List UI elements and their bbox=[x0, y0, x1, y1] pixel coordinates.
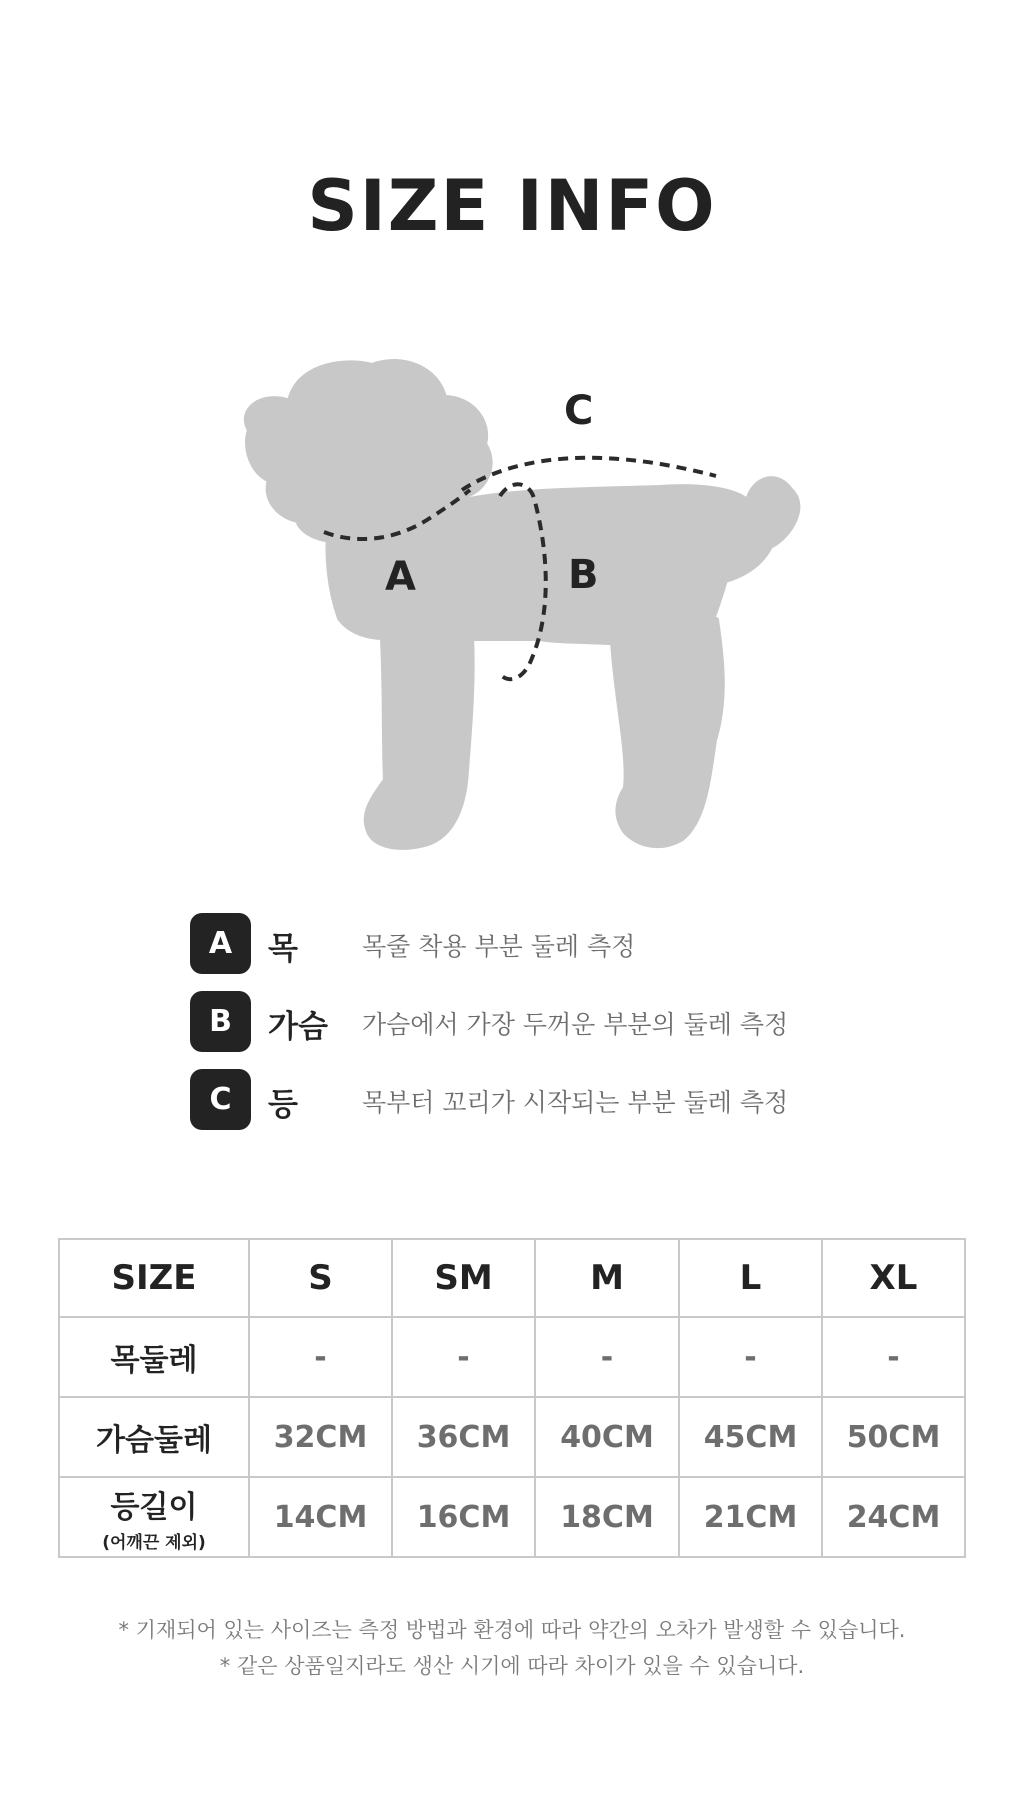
label-b: B bbox=[568, 552, 599, 598]
table-header-row bbox=[59, 1239, 965, 1317]
dog-measurement-diagram bbox=[0, 340, 1024, 860]
table-cell: - bbox=[249, 1317, 392, 1397]
table-row-neck bbox=[59, 1317, 965, 1397]
table-cell: 40CM bbox=[535, 1397, 679, 1477]
label-c: C bbox=[564, 388, 594, 434]
legend-description: 가슴에서 가장 두꺼운 부분의 둘레 측정 bbox=[362, 1010, 789, 1039]
row-label: 등길이 bbox=[110, 1489, 198, 1525]
legend-name: 목 bbox=[268, 931, 298, 967]
legend-description: 목줄 착용 부분 둘레 측정 bbox=[362, 932, 636, 961]
legend-name: 등 bbox=[268, 1087, 298, 1123]
table-cell: 36CM bbox=[392, 1397, 535, 1477]
table-cell: 21CM bbox=[679, 1477, 822, 1557]
legend-badge: A bbox=[190, 913, 251, 974]
header-xl: XL bbox=[822, 1239, 965, 1317]
table-cell: 45CM bbox=[679, 1397, 822, 1477]
note-line: * 기재되어 있는 사이즈는 측정 방법과 환경에 따라 약간의 오차가 발생할 수 있습니다. bbox=[118, 1618, 906, 1642]
dog-illustration bbox=[0, 340, 1024, 860]
legend-item-neck bbox=[190, 913, 890, 975]
legend-badge: C bbox=[190, 1069, 251, 1130]
note-line: * 같은 상품일지라도 생산 시기에 따라 차이가 있을 수 있습니다. bbox=[219, 1654, 805, 1678]
table-cell: - bbox=[392, 1317, 535, 1397]
legend-item-back bbox=[190, 1069, 890, 1131]
table-row-back bbox=[59, 1477, 965, 1557]
legend-description: 목부터 꼬리가 시작되는 부분 둘레 측정 bbox=[362, 1088, 789, 1117]
table-row-chest bbox=[59, 1397, 965, 1477]
legend-item-chest bbox=[190, 991, 890, 1053]
table-cell: - bbox=[679, 1317, 822, 1397]
table-cell: 14CM bbox=[249, 1477, 392, 1557]
table-cell: - bbox=[822, 1317, 965, 1397]
row-label: 목둘레 bbox=[59, 1317, 249, 1397]
page-title: SIZE INFO bbox=[307, 165, 717, 247]
label-a: A bbox=[385, 554, 416, 600]
table-cell: - bbox=[535, 1317, 679, 1397]
row-label: 가슴둘레 bbox=[59, 1397, 249, 1477]
header-size: SIZE bbox=[59, 1239, 249, 1317]
table-cell: 16CM bbox=[392, 1477, 535, 1557]
legend-badge: B bbox=[190, 991, 251, 1052]
header-sm: SM bbox=[392, 1239, 535, 1317]
header-m: M bbox=[535, 1239, 679, 1317]
size-table bbox=[58, 1238, 966, 1558]
header-l: L bbox=[679, 1239, 822, 1317]
table-cell: 24CM bbox=[822, 1477, 965, 1557]
table-cell: 18CM bbox=[535, 1477, 679, 1557]
legend-name: 가슴 bbox=[268, 1009, 328, 1045]
row-label-cell bbox=[59, 1477, 249, 1557]
size-notes bbox=[0, 1612, 1024, 1684]
row-sublabel: (어깨끈 제외) bbox=[102, 1532, 206, 1553]
table-cell: 32CM bbox=[249, 1397, 392, 1477]
table-cell: 50CM bbox=[822, 1397, 965, 1477]
header-s: S bbox=[249, 1239, 392, 1317]
dog-silhouette bbox=[247, 362, 798, 847]
